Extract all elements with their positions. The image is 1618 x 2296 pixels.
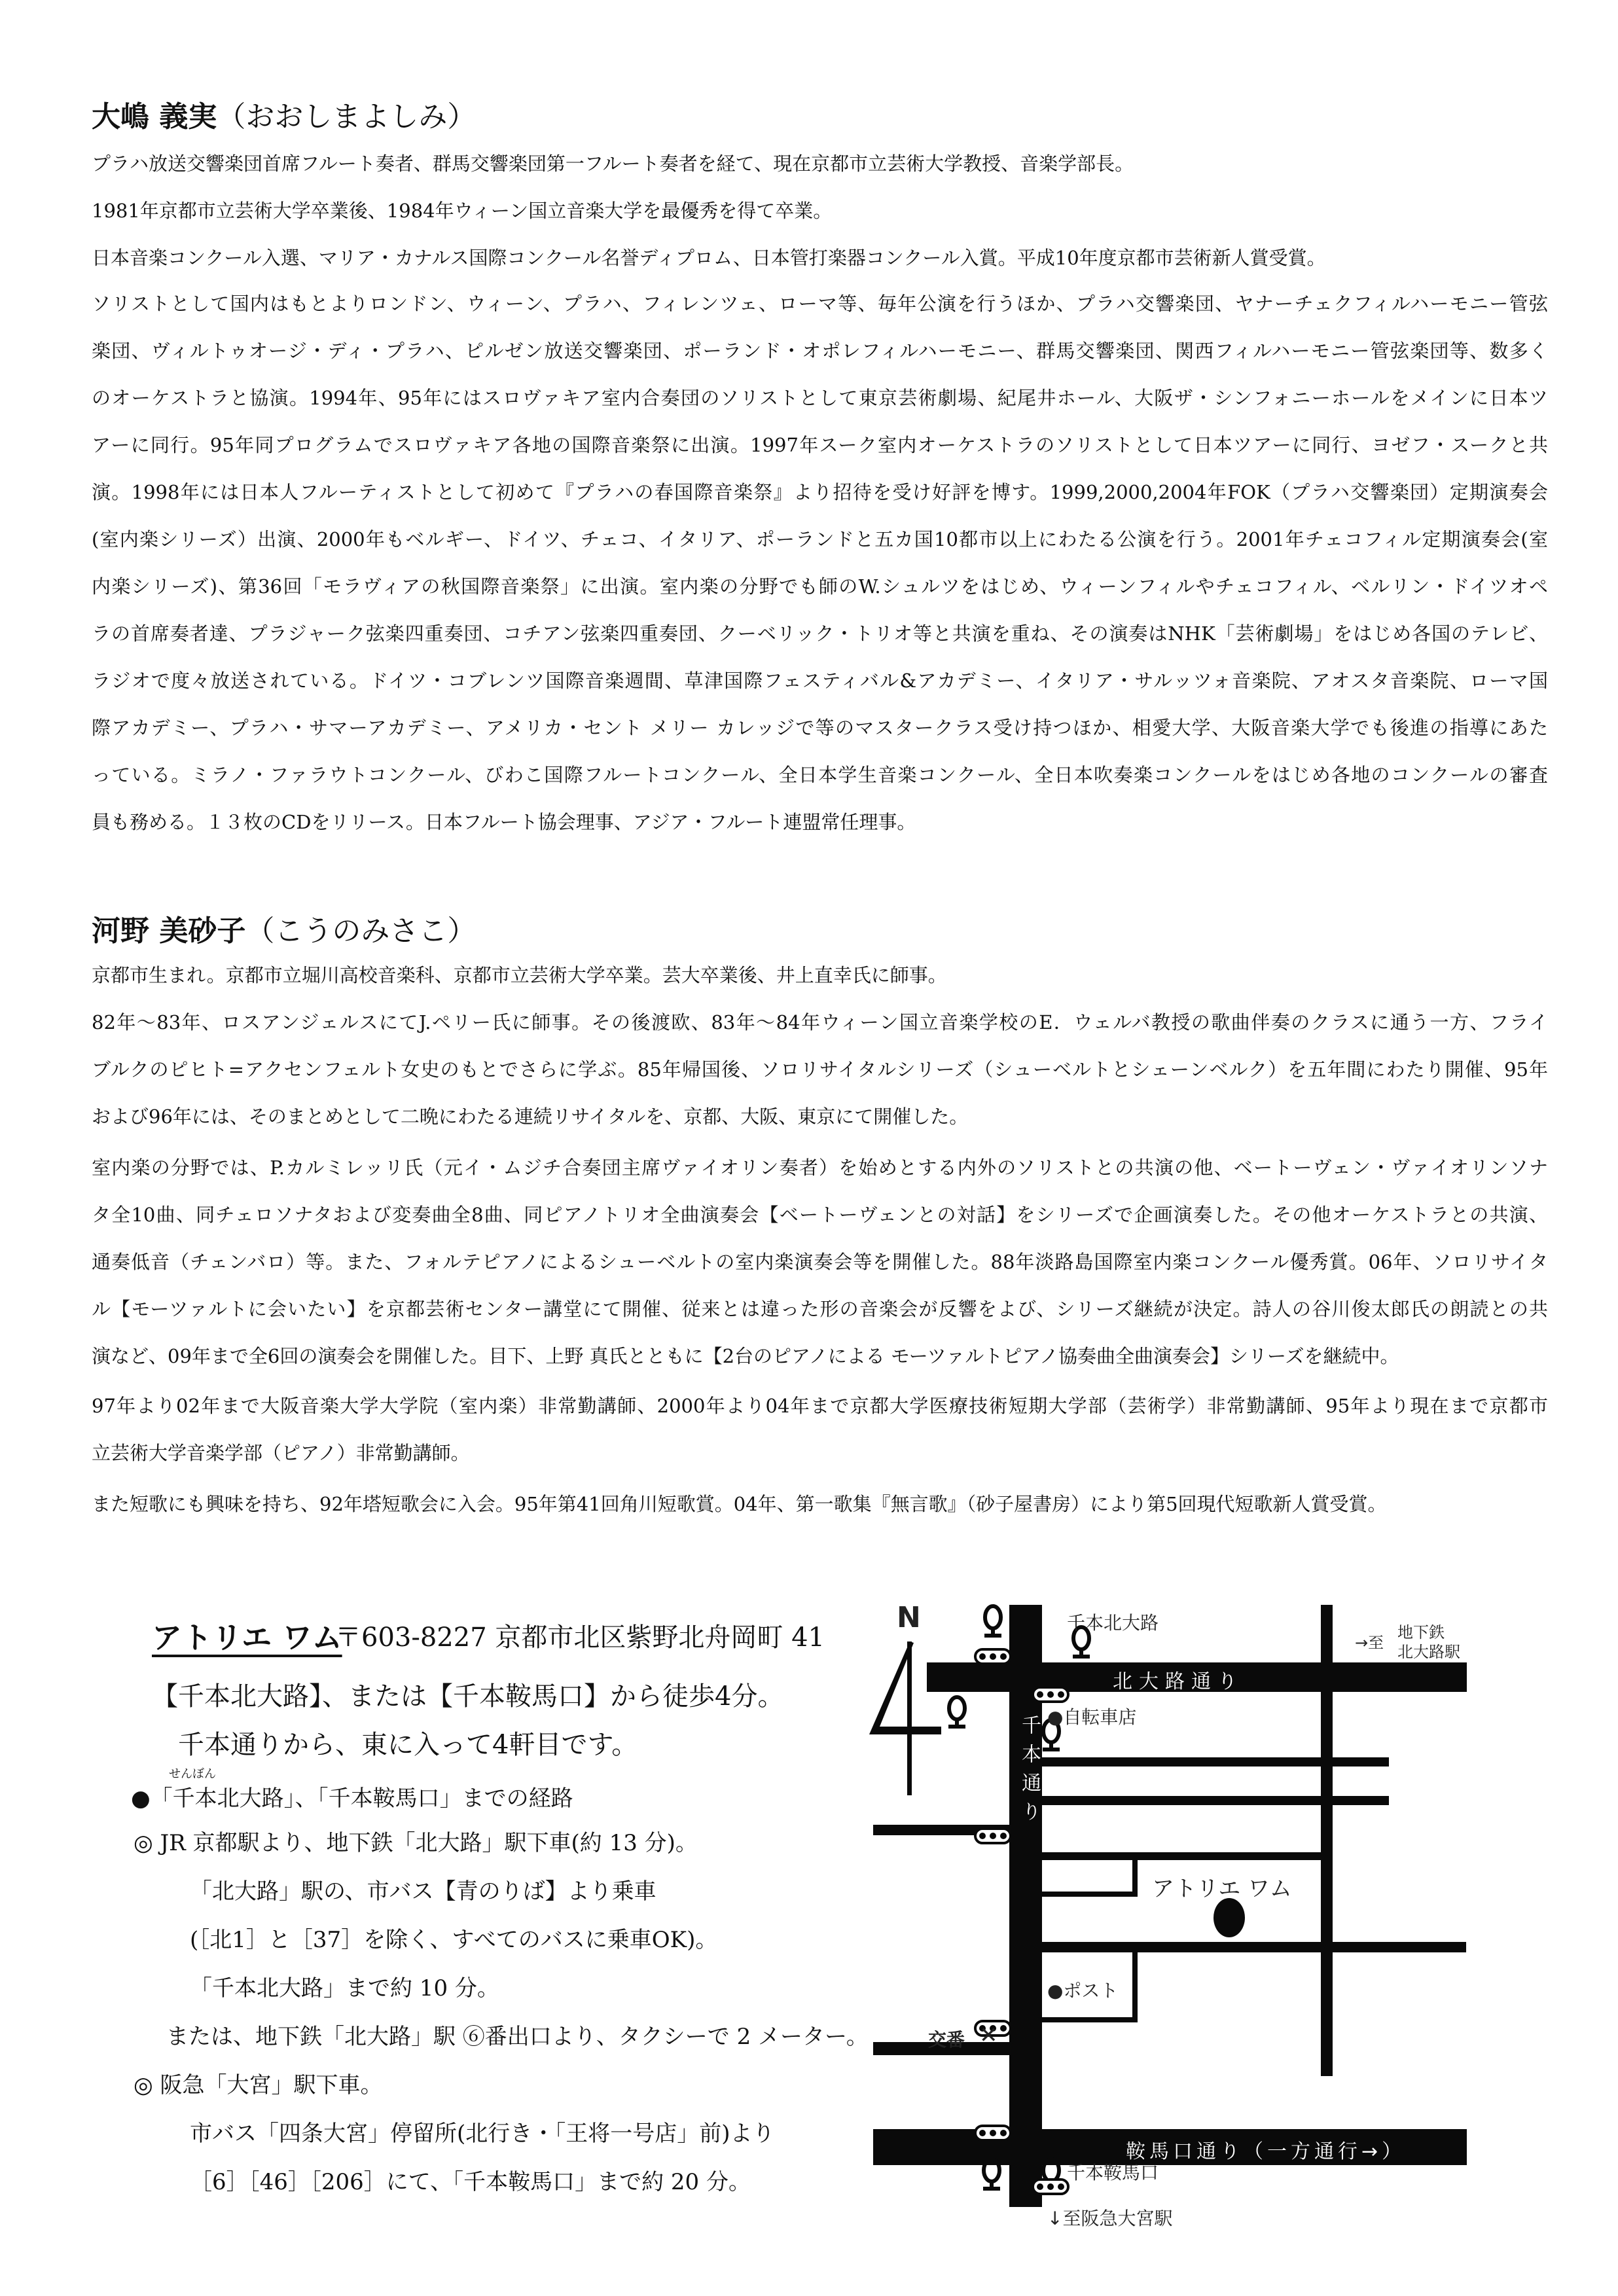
east-road bbox=[1321, 1605, 1333, 2076]
route-line: 市バス「四条大宮」停留所(北行き・「王将一号店」前)より bbox=[190, 2121, 775, 2147]
route-line: 「北大路」駅の、市バス【青のりば】より乗車 bbox=[190, 1878, 656, 1905]
kitaoji-street-label: 北大路通り bbox=[1113, 1670, 1244, 1693]
bio2-line: 82年〜83年、ロスアンジェルスにてJ.ペリー氏に師事。その後渡欧、83年〜84年ウィーン国立音楽学校のE．ウェルバ教授の歌曲伴奏のクラスに通う一方、フライ bbox=[92, 1011, 1548, 1033]
venue-address: 〒603-8227 京都市北区紫野北舟岡町 41 bbox=[335, 1623, 825, 1653]
subway-direction-label: →至 bbox=[1355, 1634, 1384, 1652]
direction-info: 千本通りから、東に入って4軒目です。 bbox=[178, 1730, 638, 1760]
bio1-line: 演。1998年には日本人フルーティストとして初めて『プラハの春国際音楽祭』より招待を受け好評を博す。1999,2000,2004年FOK（プラハ交響楽団）定期演奏会 bbox=[92, 481, 1548, 503]
koban-label: 交番 bbox=[928, 2029, 965, 2051]
bio2-line: および96年には、そのまとめとして二晩にわたる連続リサイタルを、京都、大阪、東京にて開催した。 bbox=[92, 1105, 969, 1128]
venue-name: アトリエ ワム bbox=[152, 1620, 342, 1655]
bio1-line: プラハ放送交響楽団首席フルート奏者、群馬交響楽団第一フルート奏者を経て、現在京都市立芸術大学教授、音楽学部長。 bbox=[92, 152, 1134, 175]
bike-shop-label: ●自転車店 bbox=[1047, 1706, 1137, 1728]
bio1-line: アーに同行。95年同プログラムでスロヴァキア各地の国際音楽祭に出演。1997年スーク室内オーケストラのソリストとして日本ツアーに同行、ヨゼフ・スークと共 bbox=[92, 434, 1548, 456]
ruby-senbon: せんぼん bbox=[169, 1767, 216, 1781]
bio2-heading bbox=[92, 907, 476, 949]
bio2-name: 河野 美砂子 bbox=[92, 914, 246, 948]
bio2-line: 京都市生まれ。京都市立堀川高校音楽科、京都市立芸術大学卒業。芸大卒業後、井上直幸氏に師事。 bbox=[92, 964, 947, 986]
kuramaguchi-street-label: 鞍馬口通り（一方通行→） bbox=[1126, 2140, 1406, 2163]
bio1-line: 1981年京都市立芸術大学卒業後、1984年ウィーン国立音楽大学を最優秀を得て卒業。 bbox=[92, 200, 833, 222]
bio2-line: 通奏低音（チェンバロ）等。また、フォルテピアノによるシューベルトの室内楽演奏会等を開催した。88年淡路島国際室内楽コンクール優秀賞。06年、ソロリサイタ bbox=[92, 1251, 1548, 1273]
post-block-edge bbox=[1042, 2017, 1138, 2022]
hankyu-direction-label: ↓至阪急大宮駅 bbox=[1047, 2208, 1173, 2229]
north-arrow-stem bbox=[907, 1641, 912, 1795]
subway-station-label-1: 地下鉄 bbox=[1397, 1623, 1445, 1641]
bio2-line: ブルクのピヒト=アクセンフェルト女史のもとでさらに学ぶ。85年帰国後、ソロリサイタルシリーズ（シューベルトとシェーンベルク）を五年間にわたり開催、95年 bbox=[92, 1058, 1548, 1081]
bio1-line: ラジオで度々放送されている。ドイツ・コブレンツ国際音楽週間、草津国際フェスティバル&アカデミー、イタリア・サルッツォ音楽院、アオスタ音楽院、ローマ国 bbox=[92, 670, 1548, 692]
route-line: ◎ JR 京都駅より、地下鉄「北大路」駅下車(約 13 分)。 bbox=[134, 1830, 698, 1856]
post-label: ●ポスト bbox=[1047, 1980, 1119, 2001]
bio1-line: ラの首席奏者達、プラジャーク弦楽四重奏団、コチアン弦楽四重奏団、クーベリック・トリオ等と共演を重ね、その演奏はNHK「芸術劇場」をはじめ各国のテレビ、 bbox=[92, 622, 1548, 645]
kuramaguchi-stop-label: 千本鞍馬口 bbox=[1067, 2162, 1159, 2183]
venue-map-label: アトリエ ワム bbox=[1152, 1876, 1292, 1902]
minor-road bbox=[1042, 1757, 1389, 1767]
access-map bbox=[851, 1590, 1571, 2232]
route-line: または、地下鉄「北大路」駅 ⑥番出口より、タクシーで 2 メーター。 bbox=[166, 2024, 869, 2050]
small-block-edge bbox=[1132, 1860, 1138, 1897]
bio1-line: (室内楽シリーズ）出演、2000年もベルギー、ドイツ、チェコ、イタリア、ポーランドと五カ国10都市以上にわたる公演を行う。2001年チェコフィル定期演奏会(室 bbox=[92, 528, 1548, 550]
bio2-line: ル【モーツァルトに会いたい】を京都芸術センター講堂にて開催、従来とは違った形の音楽会が反響をよび、シリーズ継続が決定。詩人の谷川俊太郎氏の朗読との共 bbox=[92, 1298, 1548, 1320]
bio1-line: 楽団、ヴィルトゥオージ・ディ・プラハ、ピルゼン放送交響楽団、ポーランド・オポレフィルハーモニー、群馬交響楽団、関西フィルハーモニー管弦楽団等、数多く bbox=[92, 340, 1548, 362]
bio1-reading: （おおしまよしみ） bbox=[217, 100, 476, 134]
bio2-line: 演など、09年まで全6回の演奏会を開催した。目下、上野 真氏とともに【2台のピアノによる モーツァルトピアノ協奏曲全曲演奏会】シリーズを継続中。 bbox=[92, 1345, 1399, 1367]
bio1-line: っている。ミラノ・ファラウトコンクール、びわこ国際フルートコンクール、全日本学生音楽コンクール、全日本吹奏楽コンクールをはじめ各地のコンクールの審査 bbox=[92, 764, 1548, 786]
bio1-line: ソリストとして国内はもとよりロンドン、ウィーン、プラハ、フィレンツェ、ローマ等、毎年公演を行うほか、プラハ交響楽団、ヤナーチェクフィルハーモニー管弦 bbox=[92, 293, 1548, 315]
minor-road bbox=[1042, 1942, 1466, 1952]
senbon-street-label: 千本通り bbox=[1018, 1715, 1041, 1830]
route-line: ［6］［46］［206］にて、「千本鞍馬口」まで約 20 分。 bbox=[190, 2169, 751, 2195]
bio1-line: 日本音楽コンクール入選、マリア・カナルス国際コンクール名誉ディプロム、日本管打楽器コンクール入賞。平成10年度京都市芸術新人賞受賞。 bbox=[92, 247, 1326, 269]
north-label: N bbox=[897, 1601, 921, 1634]
bio1-heading bbox=[92, 93, 476, 135]
koban-mark: ✕ bbox=[979, 2022, 998, 2049]
minor-road bbox=[1042, 1796, 1389, 1805]
post-block-edge bbox=[1132, 1952, 1138, 2022]
walk-info: 【千本北大路】、または【千本鞍馬口】から徒歩4分。 bbox=[152, 1681, 784, 1712]
bio1-line: 員も務める。１３枚のCDをリリース。日本フルート協会理事、アジア・フルート連盟常任理事。 bbox=[92, 811, 916, 833]
bio2-line: 立芸術大学音楽学部（ピアノ）非常勤講師。 bbox=[92, 1442, 470, 1464]
bio1-line: 内楽シリーズ)、第36回「モラヴィアの秋国際音楽祭」に出演。室内楽の分野でも師のW.シュルツをはじめ、ウィーンフィルやチェコフィル、ベルリン・ドイツオペ bbox=[92, 575, 1548, 598]
minor-road bbox=[1042, 1852, 1329, 1860]
bio2-line: また短歌にも興味を持ち、92年塔短歌会に入会。95年第41回角川短歌賞。04年、第一歌集『無言歌』（砂子屋書房）により第5回現代短歌新人賞受賞。 bbox=[92, 1493, 1387, 1515]
route-line: ◎ 阪急「大宮」駅下車。 bbox=[134, 2072, 383, 2098]
bio2-line: タ全10曲、同チェロソナタおよび変奏曲全8曲、同ピアノトリオ全曲演奏会【ベートーヴェンとの対話】をシリーズで企画演奏した。その他オーケストラとの共演、 bbox=[92, 1204, 1548, 1226]
bio1-line: 際アカデミー、プラハ・サマーアカデミー、アメリカ・セント メリー カレッジで等のマスタークラス受け持つほか、相愛大学、大阪音楽大学でも後進の指導にあた bbox=[92, 717, 1548, 739]
kitaoji-stop-label: 千本北大路 bbox=[1067, 1612, 1159, 1634]
route-line: (［北1］と［37］を除く、すべてのバスに乗車OK)。 bbox=[190, 1927, 718, 1953]
bio1-name: 大嶋 義実 bbox=[92, 100, 217, 134]
route-line: 「千本北大路」まで約 10 分。 bbox=[190, 1975, 499, 2001]
bio1-line: のオーケストラと協演。1994年、95年にはスロヴァキア室内合奏団のソリストとして東京芸術劇場、紀尾井ホール、大阪ザ・シンフォニーホールをメインに日本ツ bbox=[92, 387, 1548, 409]
small-block-edge bbox=[1042, 1892, 1137, 1897]
subway-station-label-2: 北大路駅 bbox=[1397, 1643, 1460, 1661]
bio2-line: 室内楽の分野では、P.カルミレッリ氏（元イ・ムジチ合奏団主席ヴァイオリン奏者）を始めとする内外のソリストとの共演の他、ベートーヴェン・ヴァイオリンソナ bbox=[92, 1157, 1548, 1179]
bio2-reading: （こうのみさこ） bbox=[245, 914, 476, 948]
route-heading: ●「千本北大路」、「千本鞍馬口」までの経路 bbox=[131, 1785, 573, 1812]
venue-dot bbox=[1214, 1898, 1245, 1937]
bio2-line: 97年より02年まで大阪音楽大学大学院（室内楽）非常勤講師、2000年より04年まで京都大学医療技術短期大学部（芸術学）非常勤講師、95年より現在まで京都市 bbox=[92, 1395, 1548, 1417]
